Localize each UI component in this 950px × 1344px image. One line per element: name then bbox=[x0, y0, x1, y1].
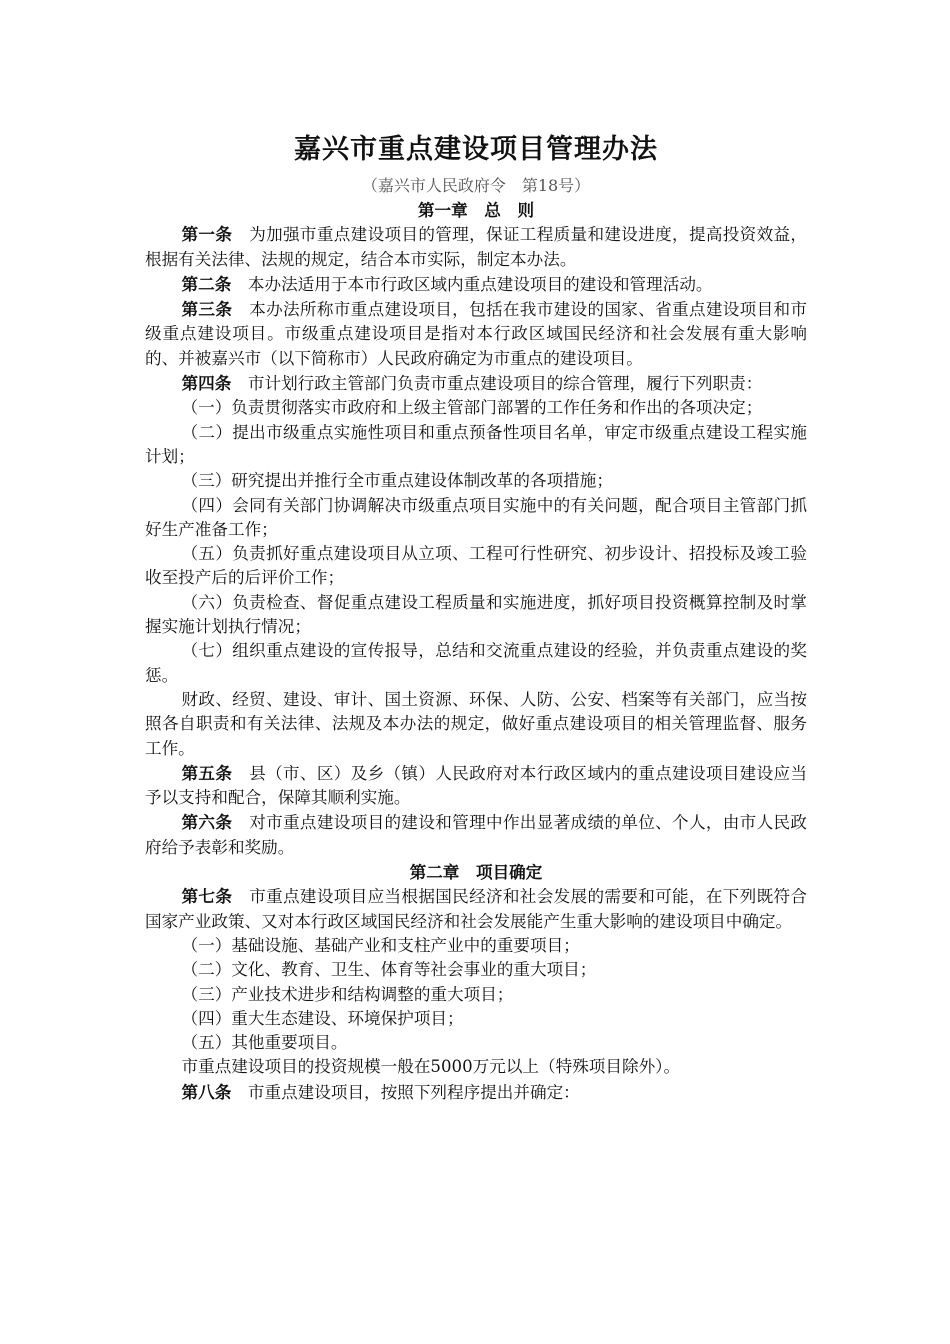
list-item: （四）重大生态建设、环境保护项目； bbox=[181, 1008, 464, 1028]
article-text: 市重点建设项目应当根据国民经济和社会发展的需要和可能，在下列既符合国家产业政策、又对本行政区域国民经济和社会发展能产生重大影响的建设项目中确定。 bbox=[145, 887, 808, 931]
list-item: （二）文化、教育、卫生、体育等社会事业的重大项目； bbox=[181, 960, 597, 980]
document-subtitle: （嘉兴市人民政府令 第18号） bbox=[361, 176, 591, 195]
article-6 bbox=[145, 810, 807, 860]
document-body bbox=[145, 130, 807, 1105]
list-item: （三）研究提出并推行全市重点建设体制改革的各项措施； bbox=[181, 471, 613, 491]
paragraph: 市重点建设项目的投资规模一般在5000万元以上（特殊项目除外）。 bbox=[181, 1057, 681, 1077]
article-4 bbox=[145, 371, 807, 396]
article-label: 第七条 bbox=[181, 886, 233, 907]
list-item: （一）基础设施、基础产业和支柱产业中的重要项目； bbox=[181, 935, 580, 955]
article-3 bbox=[145, 297, 807, 371]
document-title: 嘉兴市重点建设项目管理办法 bbox=[294, 134, 658, 165]
article-2 bbox=[145, 272, 807, 297]
article-label: 第二条 bbox=[181, 273, 232, 294]
list-item: （五）其他重要项目。 bbox=[181, 1033, 348, 1053]
list-item: （一）负责贯彻落实市政府和上级主管部门部署的工作任务和作出的各项决定； bbox=[181, 398, 763, 418]
article-label: 第五条 bbox=[181, 762, 233, 783]
list-item: （七）组织重点建设的宣传报导，总结和交流重点建设的经验，并负责重点建设的奖惩。 bbox=[145, 641, 807, 685]
paragraph: 财政、经贸、建设、审计、国土资源、环保、人防、公安、档案等有关部门，应当按照各自职责和有关法律、法规及本办法的规定，做好重点建设项目的相关管理监督、服务工作。 bbox=[145, 689, 807, 758]
list-item: （四）会同有关部门协调解决市级重点项目实施中的有关问题，配合项目主管部门抓好生产准备工作； bbox=[145, 495, 807, 539]
article-text: 本办法所称市重点建设项目，包括在我市建设的国家、省重点建设项目和市级重点建设项目。市级重点建设项目是指对本行政区域国民经济和社会发展有重大影响的、并被嘉兴市（以下简称市）人民政府确定为市重点的建设项目。 bbox=[145, 300, 808, 368]
list-item: （六）负责检查、督促重点建设工程质量和实施进度，抓好项目投资概算控制及时掌握实施计划执行情况； bbox=[145, 592, 807, 637]
article-text: 市重点建设项目，按照下列程序提出并确定： bbox=[247, 1082, 580, 1102]
article-label: 第三条 bbox=[181, 299, 233, 320]
article-label: 第六条 bbox=[181, 812, 233, 833]
list-item: （五）负责抓好重点建设项目从立项、工程可行性研究、初步设计、招投标及竣工验收至投产后的后评价工作； bbox=[145, 544, 807, 588]
list-item: （三）产业技术进步和结构调整的重大项目； bbox=[181, 984, 514, 1004]
article-7 bbox=[145, 884, 807, 934]
list-item: （二）提出市级重点实施性项目和重点预备性项目名单，审定市级重点建设工程实施计划； bbox=[145, 422, 807, 466]
article-label: 第四条 bbox=[181, 373, 232, 394]
article-label: 第八条 bbox=[181, 1081, 232, 1102]
article-text: 本办法适用于本市行政区域内重点建设项目的建设和管理活动。 bbox=[247, 274, 713, 294]
article-text: 对市重点建设项目的建设和管理中作出显著成绩的单位、个人，由市人民政府给予表彰和奖励。 bbox=[145, 813, 808, 857]
article-text: 市计划行政主管部门负责市重点建设项目的综合管理，履行下列职责： bbox=[247, 374, 763, 394]
article-text: 为加强市重点建设项目的管理，保证工程质量和建设进度，提高投资效益，根据有关法律、法规的规定，结合本市实际，制定本办法。 bbox=[145, 225, 808, 269]
chapter-heading: 第一章 总 则 bbox=[417, 200, 535, 220]
article-text: 县（市、区）及乡（镇）人民政府对本行政区域内的重点建设项目建设应当予以支持和配合，保障其顺利实施。 bbox=[145, 763, 808, 808]
article-label: 第一条 bbox=[181, 224, 233, 245]
chapter-heading: 第二章 项目确定 bbox=[409, 862, 543, 883]
article-5 bbox=[145, 761, 807, 811]
article-8 bbox=[145, 1080, 807, 1105]
article-1 bbox=[145, 222, 807, 272]
